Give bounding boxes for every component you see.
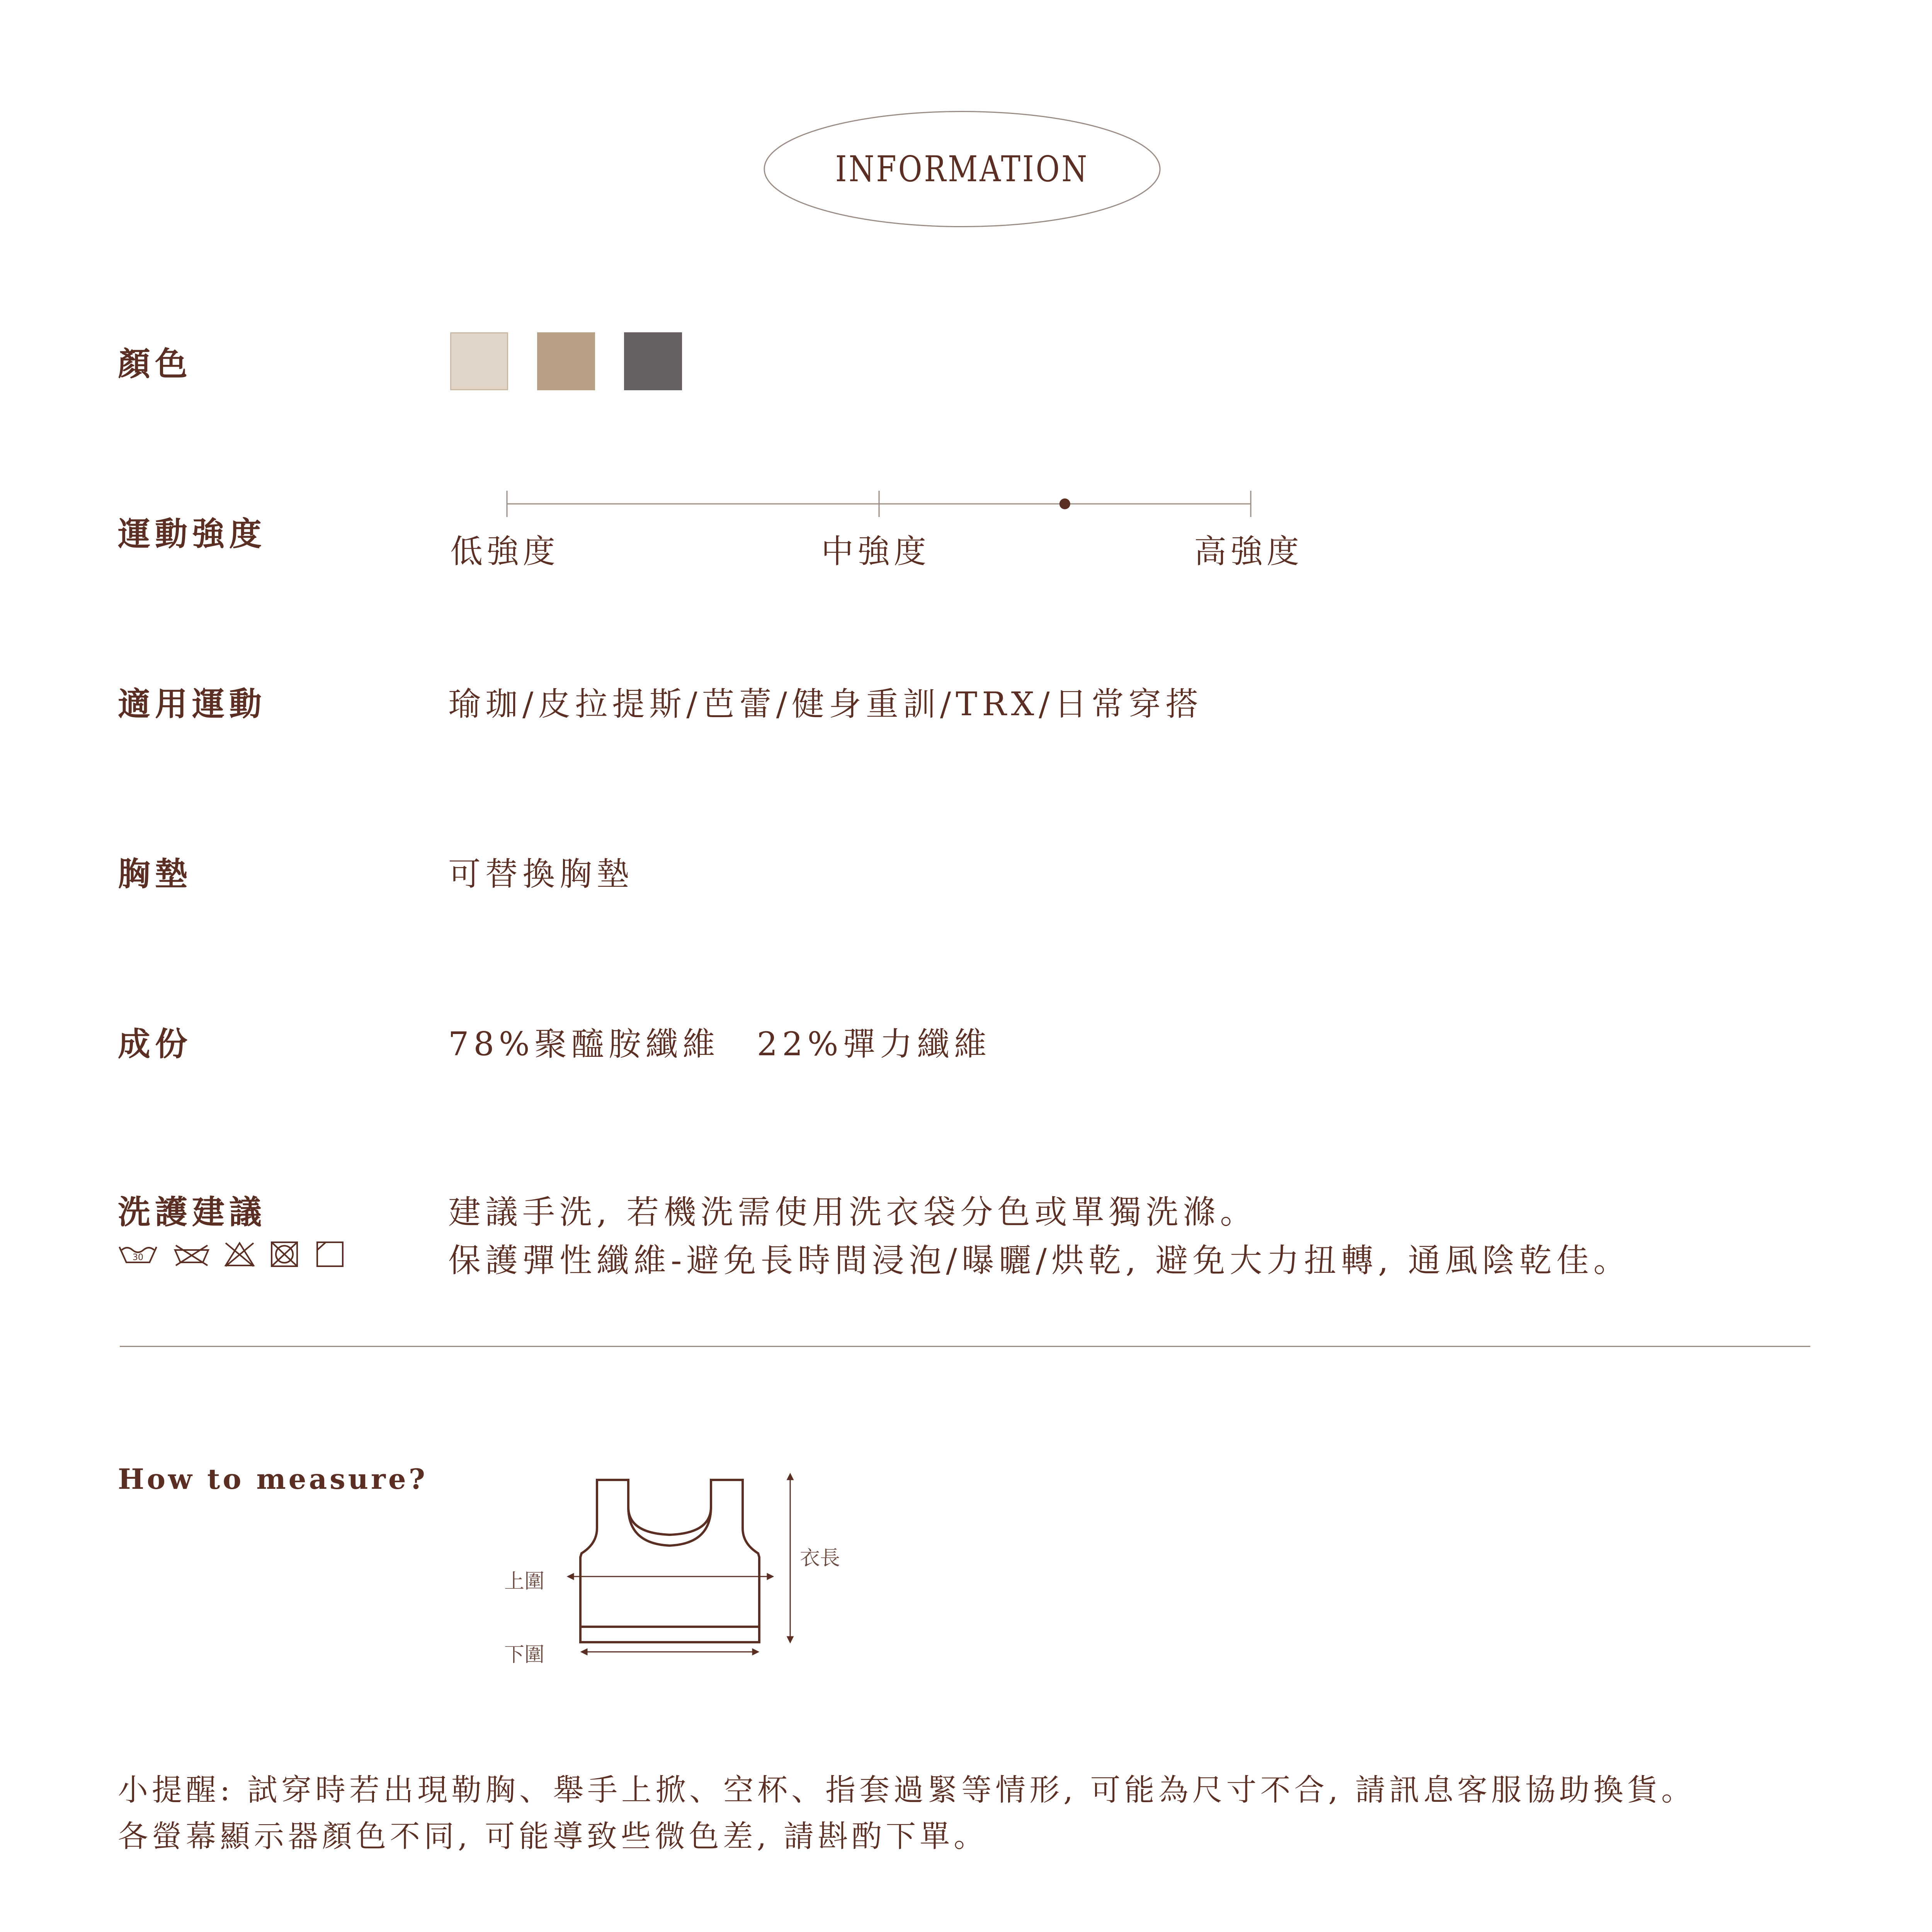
upper-bust-arrow-left — [568, 1574, 573, 1579]
information-header — [763, 110, 1161, 228]
sports-value: 瑜珈/皮拉提斯/芭蕾/健身重訓/TRX/日常穿搭 — [448, 685, 1203, 723]
note-line-2: 各螢幕顯示器顏色不同, 可能導致些微色差, 請斟酌下單。 — [118, 1819, 988, 1854]
intensity-low-label: 低強度 — [450, 532, 560, 570]
no-dry-clean-icon — [272, 1242, 297, 1266]
color-label: 顏色 — [118, 345, 192, 383]
material-label: 成份 — [118, 1025, 192, 1063]
color-swatch-khaki[interactable] — [537, 332, 595, 390]
wash-temperature: 30 — [133, 1253, 143, 1262]
length-arrow-bottom — [787, 1637, 793, 1642]
length-label: 衣長 — [800, 1547, 840, 1570]
bra-inner-neckline — [628, 1507, 711, 1535]
care-icons — [118, 1238, 350, 1269]
sports-label: 適用運動 — [118, 685, 267, 723]
care-label: 洗護建議 — [118, 1193, 267, 1231]
upper-bust-arrow-right — [767, 1574, 773, 1579]
intensity-mid-label: 中強度 — [821, 532, 930, 570]
under-bust-label: 下圍 — [504, 1643, 545, 1667]
pad-value: 可替換胸墊 — [448, 855, 634, 893]
under-bust-arrow-right — [753, 1649, 758, 1655]
length-arrow-top — [787, 1474, 793, 1480]
intensity-high-label: 高強度 — [1194, 532, 1303, 570]
intensity-scale — [502, 487, 1275, 518]
hand-wash-30-icon — [119, 1247, 156, 1262]
section-divider — [120, 1346, 1810, 1347]
under-bust-arrow-left — [582, 1649, 587, 1655]
page-title: INFORMATION — [835, 148, 1089, 190]
line-dry-shade-icon — [317, 1242, 343, 1266]
care-line-2: 保護彈性纖維-避免長時間浸泡/曝曬/烘乾, 避免大力扭轉, 通風陰乾佳。 — [448, 1242, 1631, 1279]
no-bleach-icon — [175, 1245, 208, 1265]
no-tumble-dry-icon — [226, 1243, 253, 1266]
material-value: 78%聚醯胺纖維 22%彈力纖維 — [448, 1025, 992, 1063]
bra-measure-diagram — [560, 1464, 811, 1658]
upper-bust-label: 上圍 — [504, 1570, 545, 1593]
color-swatch-charcoal[interactable] — [624, 332, 682, 390]
note-line-1: 小提醒: 試穿時若出現勒胸、舉手上掀、空杯、指套過緊等情形, 可能為尺寸不合, 請訊息客服協助換貨。 — [118, 1773, 1696, 1808]
care-line-1: 建議手洗, 若機洗需使用洗衣袋分色或單獨洗滌。 — [448, 1193, 1257, 1231]
measure-title: How to measure? — [118, 1463, 428, 1495]
color-swatch-beige[interactable] — [450, 332, 508, 390]
intensity-label: 運動強度 — [118, 515, 267, 553]
intensity-marker — [1060, 498, 1070, 509]
bra-outline — [580, 1480, 759, 1642]
pad-label: 胸墊 — [118, 855, 192, 893]
